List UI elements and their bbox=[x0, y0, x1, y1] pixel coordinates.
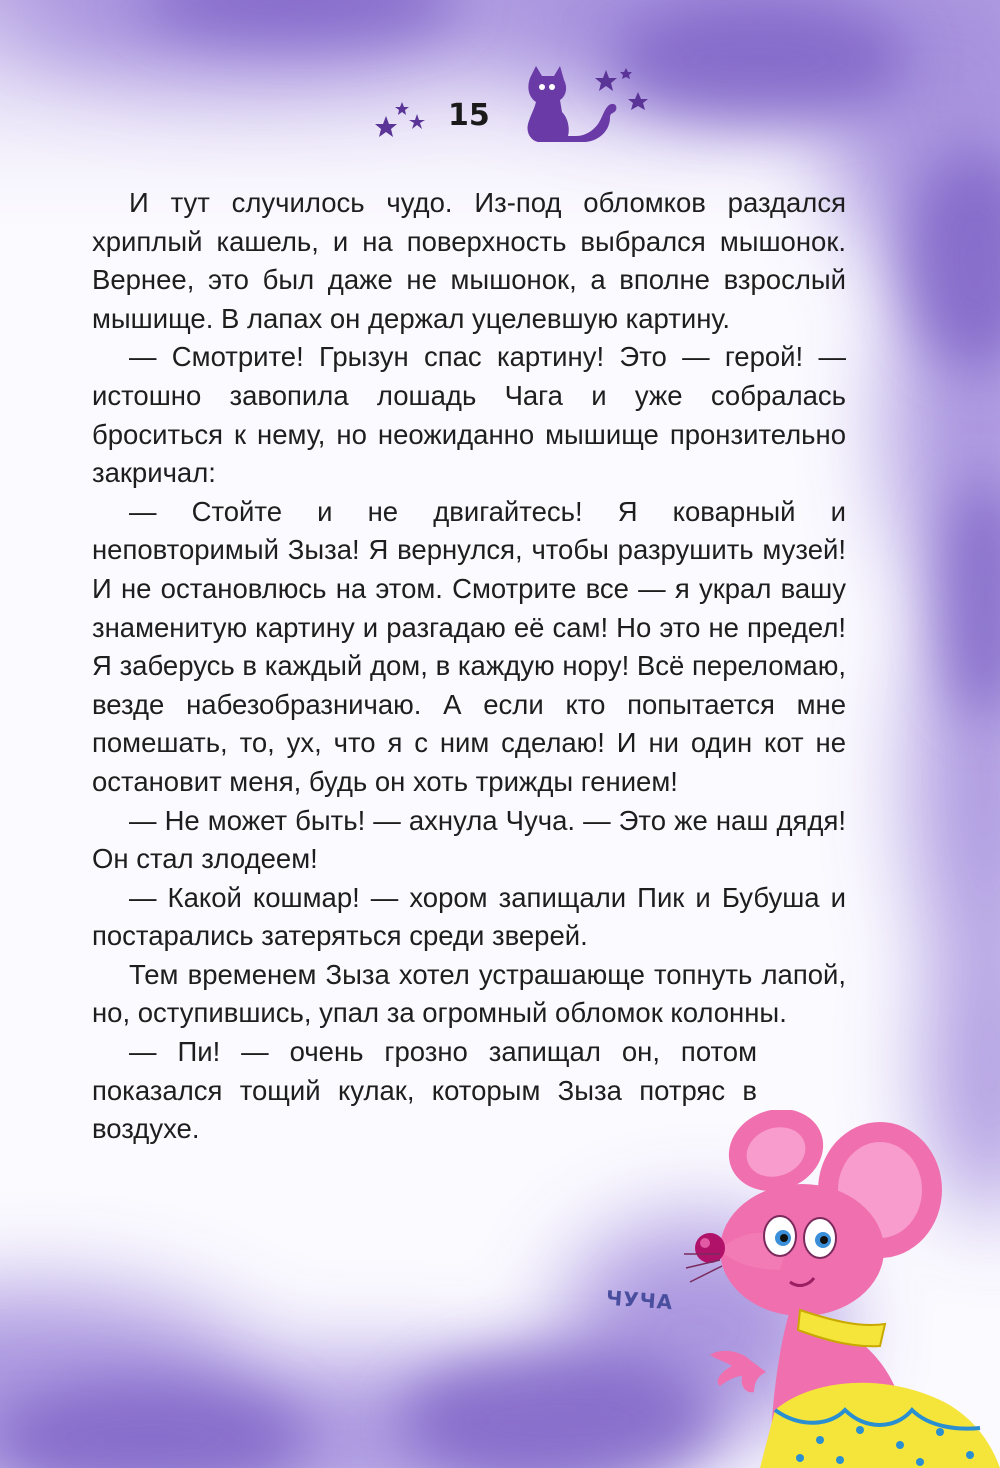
story-text bbox=[92, 184, 846, 1149]
paragraph: Тем временем Зыза хотел устрашающе топнуть лапой, но, оступившись, упал за огромный обломок колонны. bbox=[92, 958, 846, 1029]
paragraph: — Какой кошмар! — хором запищали Пик и Бубуша и постарались затеряться среди зверей. bbox=[92, 881, 846, 952]
star-icon bbox=[620, 68, 632, 79]
character-caption: ЧУЧА bbox=[605, 1285, 674, 1315]
star-icon bbox=[409, 114, 425, 129]
paragraph: — Смотрите! Грызун спас картину! Это — герой! — истошно завопила лошадь Чага и уже собралась броситься к нему, но неожиданно мышище пронзительно закричал: bbox=[92, 341, 846, 489]
mouse-illustration bbox=[680, 1110, 1000, 1468]
star-icon bbox=[375, 116, 397, 137]
cat-icon bbox=[527, 66, 616, 142]
star-icon bbox=[628, 92, 648, 110]
star-icon bbox=[595, 70, 617, 91]
paragraph: — Пи! — очень грозно запищал он, потом показался тощий кулак, которым Зыза потряс в воздухе. bbox=[92, 1036, 757, 1145]
star-icon bbox=[395, 102, 409, 115]
paragraph: И тут случилось чудо. Из-под обломков раздался хриплый кашель, и на поверхность выбрался мышонок. Вернее, это был даже не мышонок, а вполне взрослый мышище. В лапах он держал уцелевшую картину. bbox=[92, 187, 846, 334]
paragraph: — Стойте и не двигайтесь! Я коварный и неповторимый Зыза! Я вернулся, чтобы разрушить музей! И не остановлюсь на этом. Смотрите все — я украл вашу знаменитую картину и разгадаю её сам! Но это не предел! Я заберусь в каждый дом, в каждую нору! Всё переломаю, везде набезобразничаю. А если кто попытается мне помешать, то, ух, что я с ним сделаю! И ни один кот не остановит меня, будь он хоть трижды гением! bbox=[92, 495, 846, 797]
page-header-ornament bbox=[370, 62, 660, 152]
paragraph: — Не может быть! — ахнула Чуча. — Это же наш дядя! Он стал злодеем! bbox=[92, 804, 846, 875]
page-number: 15 bbox=[448, 98, 490, 133]
